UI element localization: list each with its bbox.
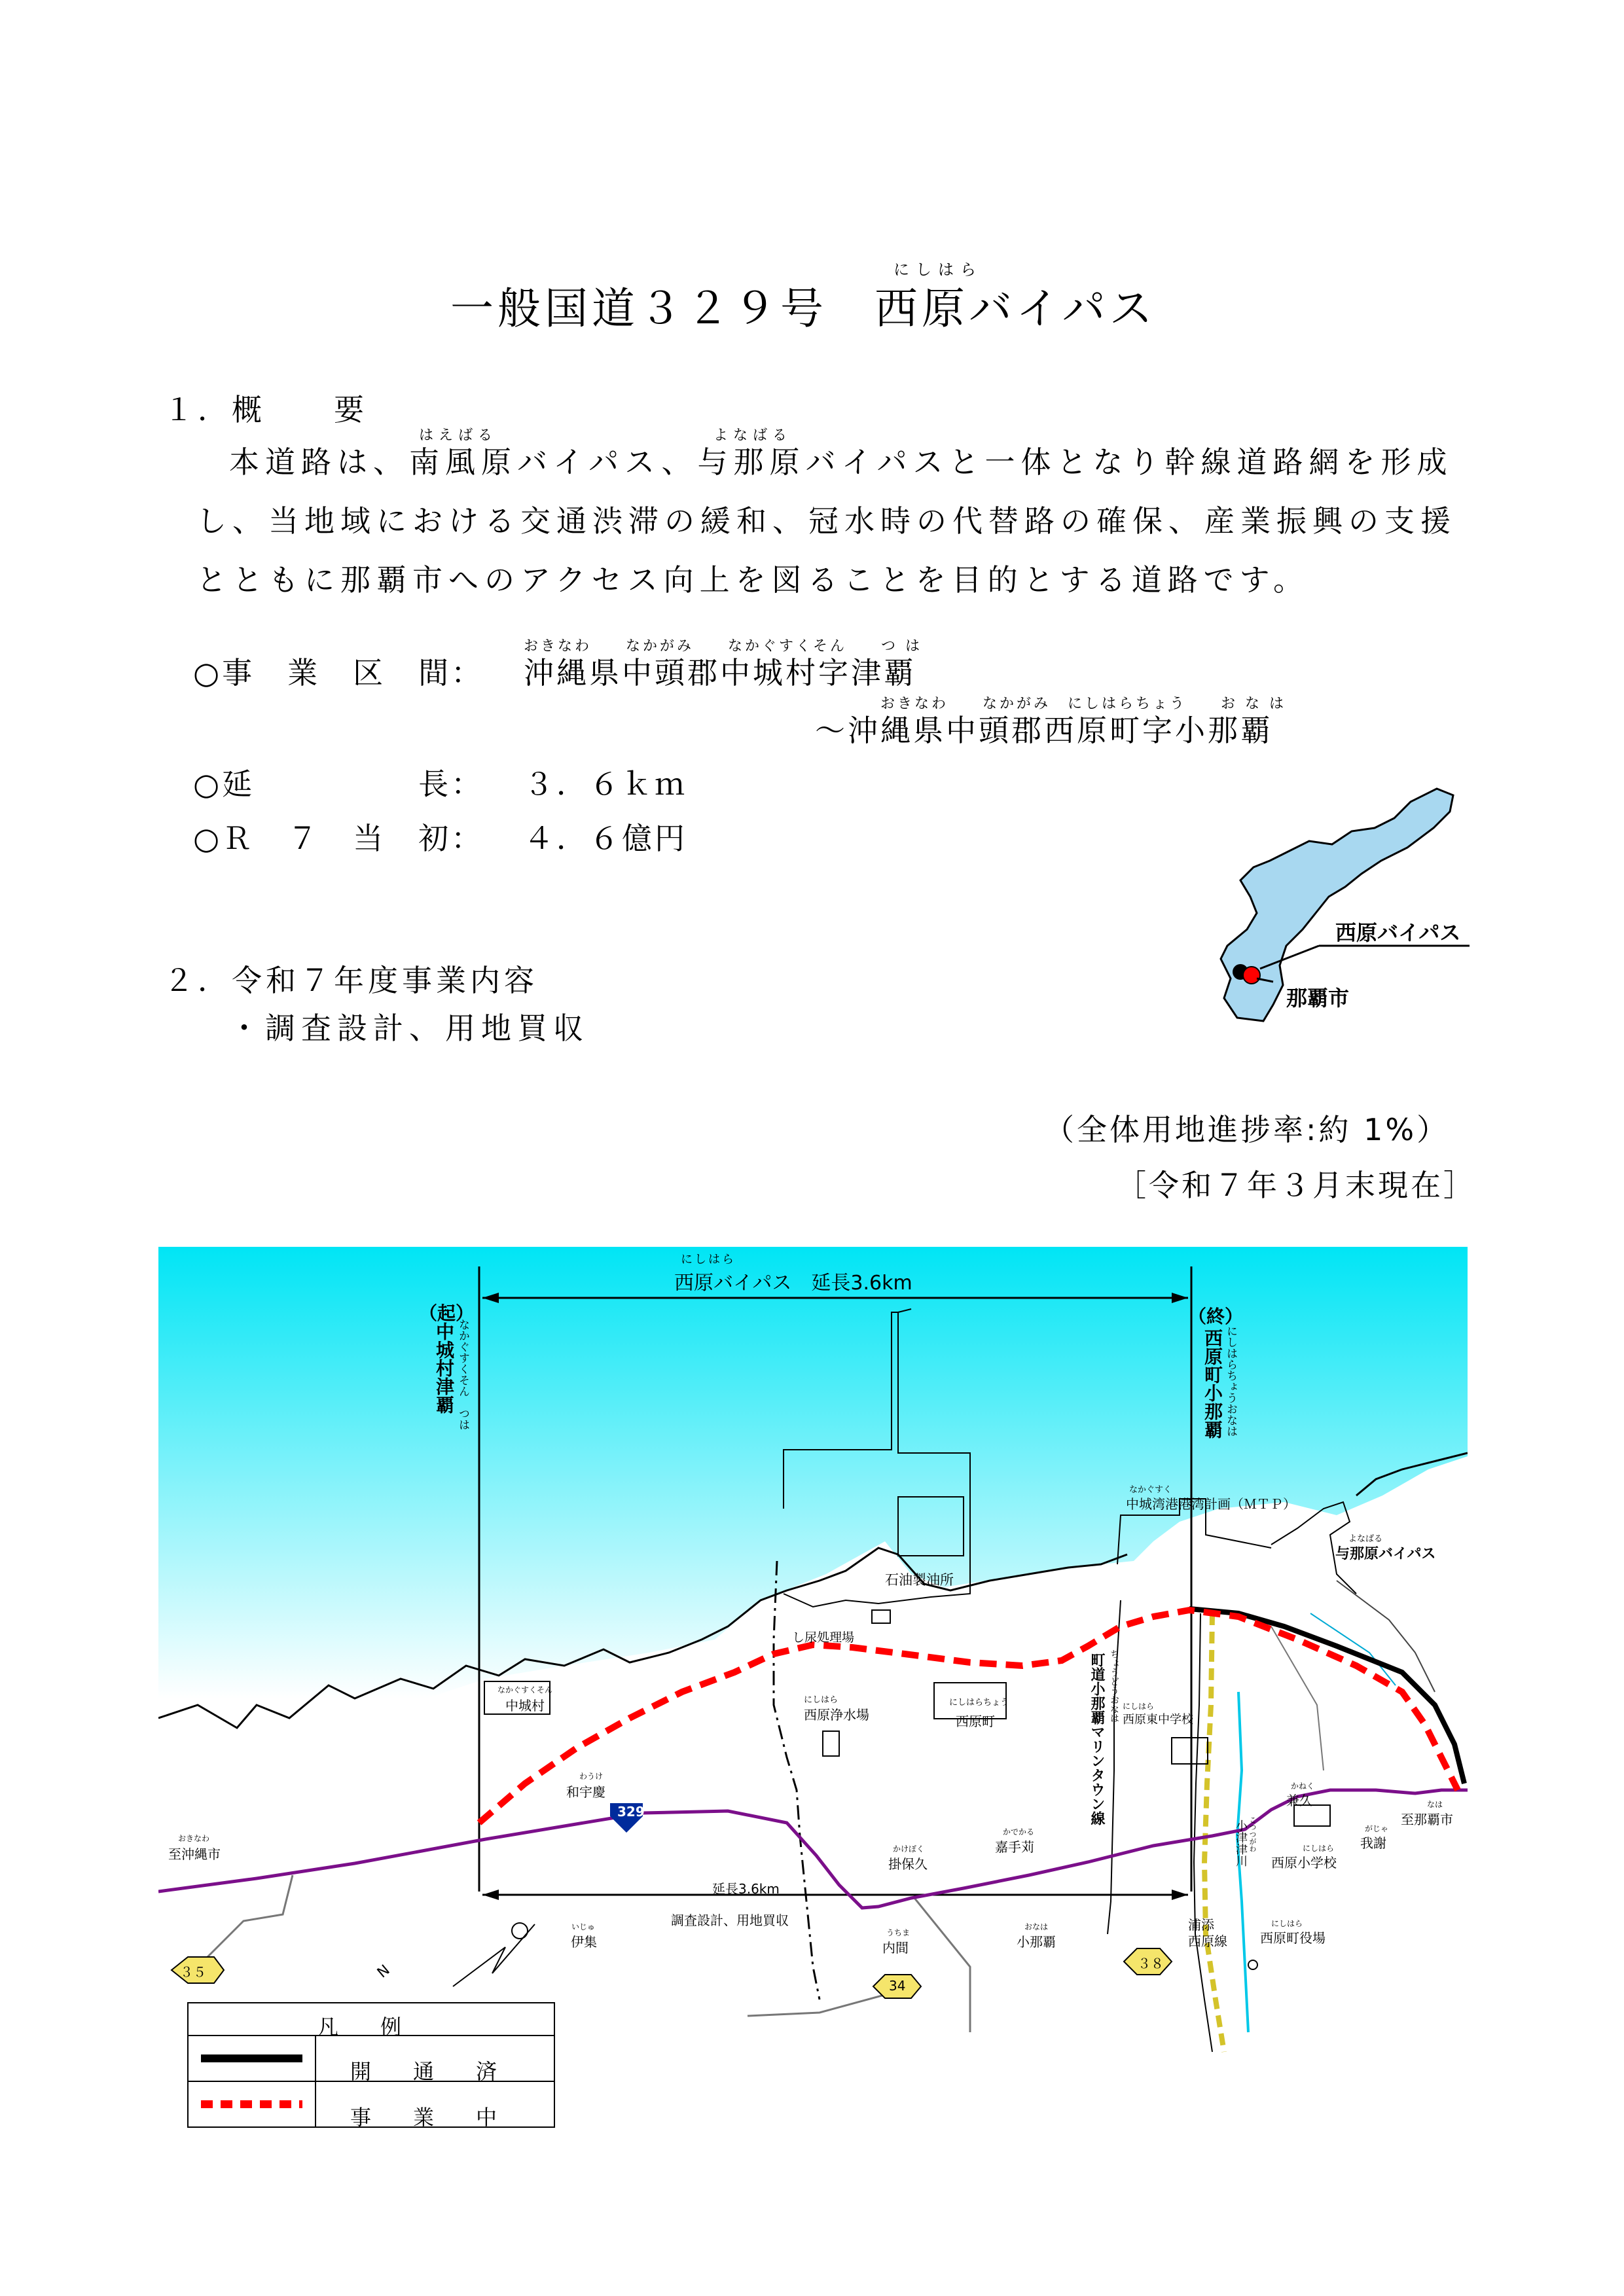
section-from-ruby: おきなわ なかがみ なかぐすくそん つ は xyxy=(524,638,922,655)
gaja-label: 我謝 xyxy=(1360,1835,1386,1851)
overview-line-1: 本道路は、南風原バイパス、与那原バイパスと一体となり幹線道路網を形成 xyxy=(229,444,1453,480)
budget-value: ４．６億円 xyxy=(524,821,687,856)
uchima-label: 内間 xyxy=(882,1940,909,1956)
ruby-haebaru: はえばる xyxy=(419,427,498,444)
kakebuku-ruby: かけぼく xyxy=(893,1844,925,1854)
progress-rate: （全体用地進捗率:約 1%） xyxy=(1044,1112,1450,1147)
townhall-label: 西原町役場 xyxy=(1260,1930,1326,1946)
legend-title: 凡 例 xyxy=(317,2015,402,2039)
ijyu-ruby: いじゅ xyxy=(571,1922,596,1931)
road-38-label: ３８ xyxy=(1138,1956,1164,1971)
overview-line-2: し、当地域における交通渋滞の緩和、冠水時の代替路の確保、産業振興の支援 xyxy=(196,503,1456,539)
urasoe-label: 浦添 xyxy=(1188,1917,1214,1933)
kadekaru-label: 嘉手苅 xyxy=(995,1839,1034,1855)
naha-label: 至那覇市 xyxy=(1401,1812,1453,1827)
ijyu-label: 伊集 xyxy=(571,1934,597,1950)
gaja-ruby: がじゃ xyxy=(1365,1824,1389,1833)
length-label: ○延 長： xyxy=(193,766,484,802)
legend-progress-label: 事 業 中 xyxy=(350,2105,497,2130)
kakebuku-label: 掛保久 xyxy=(888,1856,928,1872)
route-329-number: 329 xyxy=(617,1804,645,1820)
section-to: ～沖縄県中頭郡西原町字小那覇 xyxy=(815,713,1273,748)
length-value: ３．６ｋｍ xyxy=(524,766,687,802)
water-ruby: にしはら xyxy=(804,1695,839,1705)
yonabaru-ruby: よなばる xyxy=(1348,1534,1383,1544)
map-top-ruby: にしはら xyxy=(681,1253,736,1266)
okinawa-label: 至沖縄市 xyxy=(168,1846,221,1862)
mtp-label: 中城湾港港湾計画（ＭＴＰ） xyxy=(1126,1496,1296,1512)
section-label: ○事 業 区 間： xyxy=(193,655,484,691)
town-label: 西原町 xyxy=(956,1713,995,1729)
fy-heading: ２．令和７年度事業内容 xyxy=(164,963,538,998)
east-jhs-label: 西原東中学校 xyxy=(1123,1713,1193,1727)
nishihara-es-label: 西原小学校 xyxy=(1271,1855,1337,1871)
mtp-ruby: なかぐすく xyxy=(1129,1485,1172,1495)
nishihara-line-label: 西原線 xyxy=(1188,1933,1227,1949)
ruby-yonabaru: よなばる xyxy=(713,427,793,444)
length-bottom-label: 延長3.6km xyxy=(712,1881,780,1897)
locator-label-naha: 那覇市 xyxy=(1286,986,1350,1011)
marine-ruby: ちょうどうおなは xyxy=(1109,1649,1119,1723)
yonabaru-label: 与那原バイパス xyxy=(1335,1546,1436,1562)
wauke-label: 和宇慶 xyxy=(566,1784,605,1800)
townhall-ruby: にしはら xyxy=(1271,1919,1303,1928)
north-arrow-label: N xyxy=(374,1962,393,1982)
kadekaru-ruby: かでかる xyxy=(1003,1827,1035,1837)
red-marker xyxy=(1243,967,1260,984)
survey-label: 調査設計、用地買収 xyxy=(671,1912,789,1928)
east-jhs-ruby: にしはら xyxy=(1123,1702,1155,1711)
kotsu-ruby: こつつがわ xyxy=(1248,1816,1257,1852)
kaneku-ruby: かねく xyxy=(1291,1782,1315,1791)
fy-item: ・調査設計、用地買収 xyxy=(229,1011,589,1046)
uchima-ruby: うちま xyxy=(886,1928,911,1937)
locator-label-bypass: 西原バイパス xyxy=(1335,920,1461,945)
start-name: 中城村津覇 xyxy=(433,1322,455,1414)
kaneku-label: 兼久 xyxy=(1286,1793,1312,1808)
page-title: 一般国道３２９号 西原バイパス xyxy=(450,283,1157,334)
section-to-ruby: おきなわ なかがみ にしはらちょう お な は xyxy=(880,696,1286,712)
road-35-label: ３５ xyxy=(180,1964,206,1980)
nakagusuku-label: 中城村 xyxy=(505,1698,545,1713)
town-ruby: にしはらちょう xyxy=(949,1698,1009,1708)
okinawa-ruby: おきなわ xyxy=(178,1834,210,1843)
map-top-label: 西原バイパス 延長3.6km xyxy=(674,1272,912,1295)
end-label: （終） xyxy=(1188,1306,1244,1327)
refinery-label: 石油製油所 xyxy=(885,1572,954,1588)
start-label: （起） xyxy=(419,1302,475,1324)
detail-map xyxy=(158,1247,1468,2130)
overview-heading: １．概 要 xyxy=(164,392,368,427)
marine-label: 町道小那覇マリンタウン線 xyxy=(1089,1653,1105,1825)
title-ruby: にしはら xyxy=(893,260,983,279)
start-ruby: なかぐすくそん つは xyxy=(456,1319,469,1430)
nishihara-es-ruby: にしはら xyxy=(1303,1844,1335,1853)
naha-ruby: なは xyxy=(1427,1800,1443,1809)
end-name: 西原町小那覇 xyxy=(1202,1329,1223,1439)
wauke-ruby: わうけ xyxy=(579,1772,604,1781)
kotsu-label: 小津津川 xyxy=(1234,1820,1248,1867)
section-from: 沖縄県中頭郡中城村字津覇 xyxy=(524,655,916,691)
progress-asof: ［令和７年３月末現在］ xyxy=(1116,1168,1476,1203)
legend-opened-label: 開 通 済 xyxy=(350,2059,497,2084)
budget-label: ○Ｒ ７ 当 初： xyxy=(193,821,484,856)
onaha-label: 小那覇 xyxy=(1017,1934,1056,1950)
end-ruby: にしはらちょうおなは xyxy=(1224,1325,1237,1437)
nakagusuku-ruby: なかぐすくそん xyxy=(497,1685,553,1695)
onaha-ruby: おなは xyxy=(1024,1922,1049,1931)
water-label: 西原浄水場 xyxy=(804,1707,869,1723)
waste-label: し尿処理場 xyxy=(792,1630,855,1645)
overview-line-3: とともに那覇市へのアクセス向上を図ることを目的とする道路です。 xyxy=(196,562,1309,598)
road-34-label: 34 xyxy=(889,1978,906,1994)
